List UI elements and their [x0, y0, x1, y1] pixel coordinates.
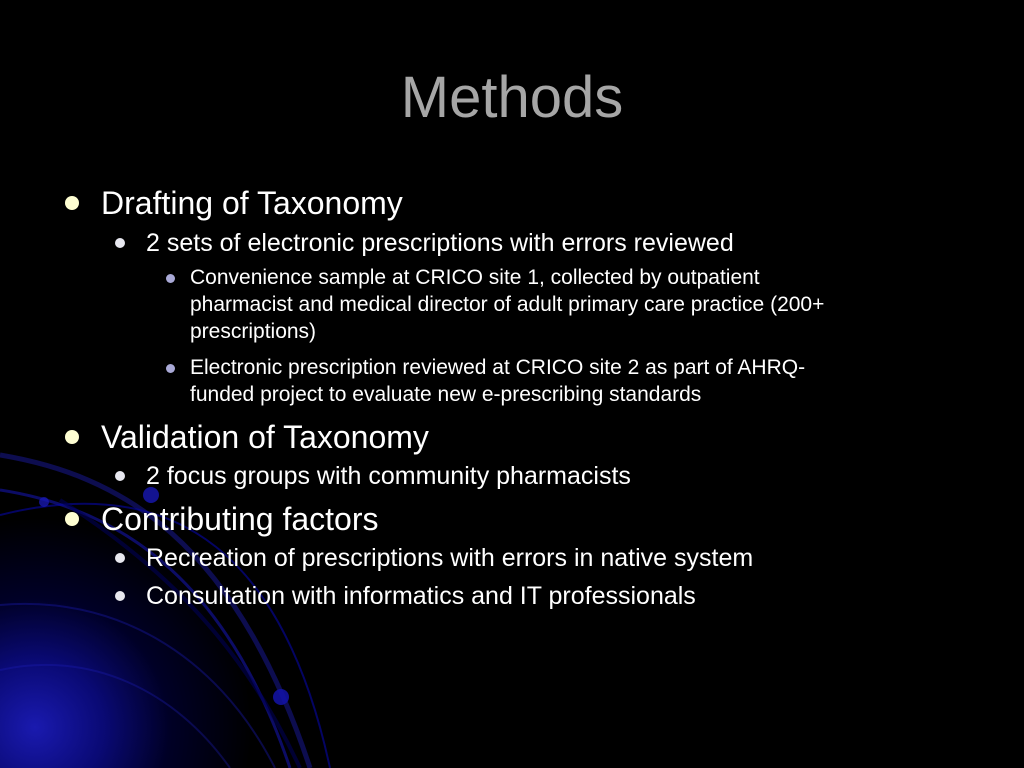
bullet-level1: [65, 512, 79, 526]
bullet-drafting-subitem: 2 sets of electronic prescriptions with errors reviewed: [146, 229, 734, 257]
bullet-convenience-line-1: Convenience sample at CRICO site 1, collected by outpatient: [190, 266, 760, 289]
bullet-level1: [65, 430, 79, 444]
bullet-level2: [115, 553, 125, 563]
bullet-contributing-subitem-2: Consultation with informatics and IT professionals: [146, 582, 696, 610]
bullet-level3: [166, 274, 175, 283]
bullet-level2: [115, 471, 125, 481]
bullet-electronic-line-2: funded project to evaluate new e-prescribing standards: [190, 383, 702, 406]
bullet-validation-subitem: 2 focus groups with community pharmacists: [146, 462, 631, 490]
bullet-level1: [65, 196, 79, 210]
bullet-drafting-taxonomy: Drafting of Taxonomy: [101, 185, 403, 221]
bullet-contributing-factors: Contributing factors: [101, 501, 379, 537]
bullet-validation-taxonomy: Validation of Taxonomy: [101, 419, 429, 455]
bullet-contributing-subitem-1: Recreation of prescriptions with errors in native system: [146, 544, 754, 572]
page-title: Methods: [400, 65, 624, 130]
bullet-level2: [115, 238, 125, 248]
bullet-electronic-line-1: Electronic prescription reviewed at CRICO site 2 as part of AHRQ-: [190, 356, 806, 379]
bullet-level3: [166, 364, 175, 373]
bullet-convenience-line-3: prescriptions): [190, 320, 317, 343]
bullet-level2: [115, 591, 125, 601]
bullet-convenience-line-2: pharmacist and medical director of adult primary care practice (200+: [190, 293, 825, 316]
